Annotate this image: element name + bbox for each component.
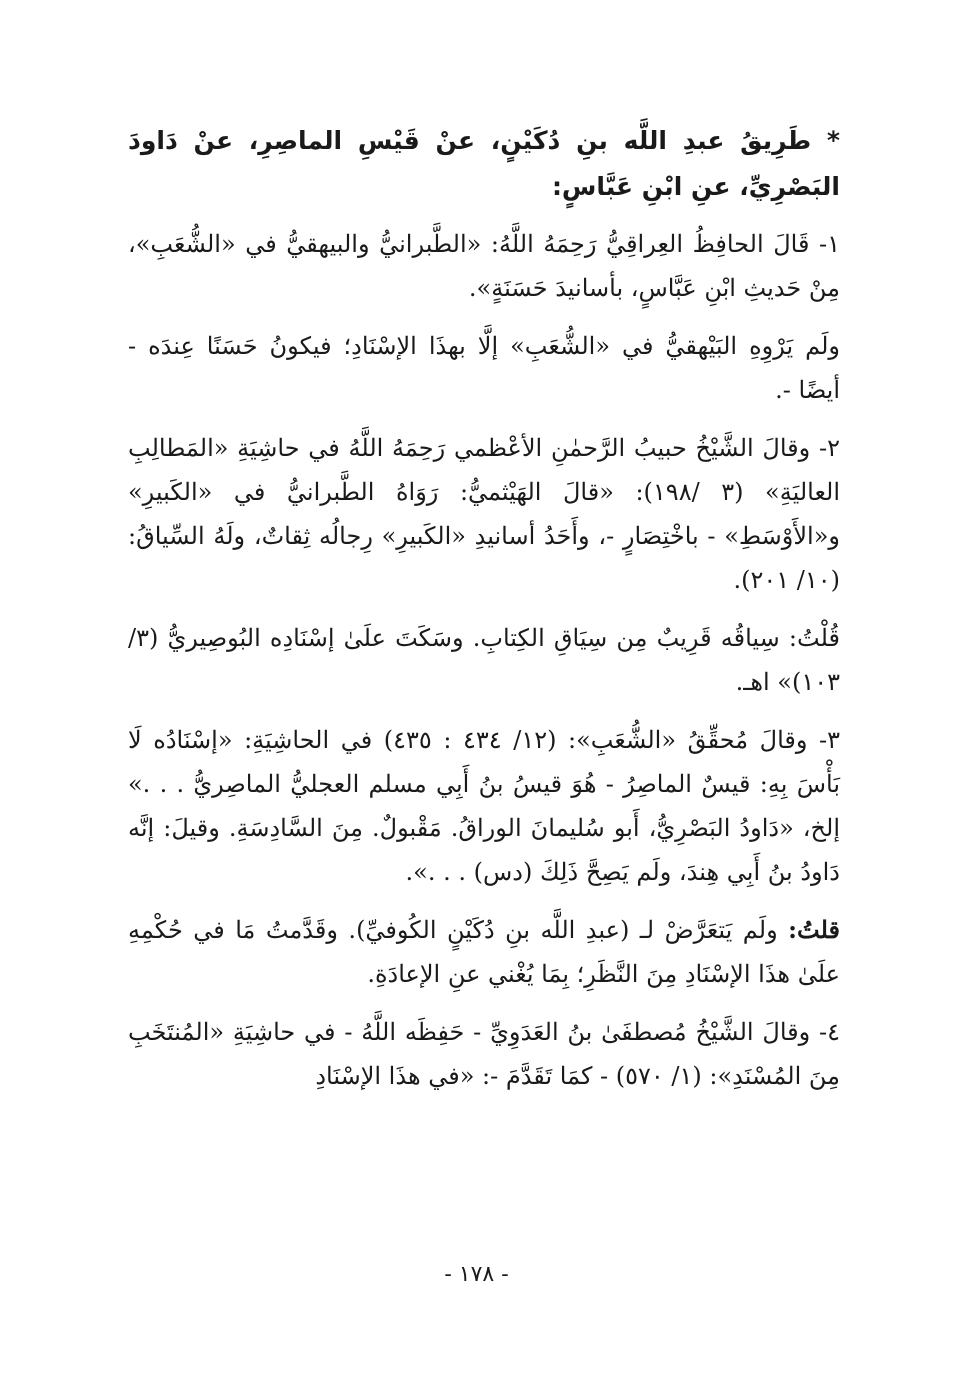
paragraph-text: قُلْتُ: سِياقُه قَرِيبٌ مِن سِيَاقِ الكِتابِ. وسَكَتَ علَىٰ إسْنَادِه البُوصِيريُّ (٣/ ١٠٣)» اهـ. [128, 624, 840, 696]
paragraph-1 [128, 222, 840, 310]
paragraph-3 [128, 426, 840, 602]
section-heading: * طَرِيقُ عبدِ اللَّه بنِ دُكَيْنٍ، عنْ قَيْسِ الماصِرِ، عنْ دَاودَ البَصْرِيِّ، عنِ ابْنِ عَبَّاسٍ: [128, 126, 840, 201]
paragraph-5 [128, 718, 840, 894]
paragraph-text: ١- قَالَ الحافِظُ العِراقِيُّ رَحِمَهُ اللَّهُ: «الطَّبرانيُّ والبيهقيُّ في «الشُّعَبِ»، مِنْ حَديثِ ابْنِ عَبَّاسٍ، بأسانيدَ حَسَنَةٍ». [128, 230, 840, 302]
paragraph-7 [128, 1010, 840, 1098]
paragraph-text: ٤- وقالَ الشَّيْخُ مُصطفَىٰ بنُ العَدَوِيِّ - حَفِظَه اللَّهُ - في حاشِيَةِ «المُنتَخَبِ مِنَ المُسْنَدِ»: (١/ ٥٧٠) - كمَا تَقَدَّمَ -: «في هذَا الإسْنَادِ [128, 1018, 840, 1090]
paragraph-6 [128, 908, 840, 996]
page-number: - ١٧٨ - [444, 1262, 509, 1287]
paragraph-text: ولَم يَرْوِهِ البَيْهقيُّ في «الشُّعَبِ» إلَّا بهذَا الإسْنَادِ؛ فيكونُ حَسَنًا عِندَه - أيضًا -. [128, 332, 840, 404]
paragraph-text: ٢- وقالَ الشَّيْخُ حبيبُ الرَّحمٰنِ الأعْظمي رَحِمَهُ اللَّهُ في حاشِيَةِ «المَطالِبِ العاليَةِ» (٣ /١٩٨): «قالَ الهَيْثميُّ: رَوَاهُ الطَّبرانيُّ في «الكَبيرِ» و«الأَوْسَطِ» - باخْتِصَارٍ -، وأَحَدُ أسانيدِ «الكَبيرِ» رِجالُه ثِقاتٌ، ولَهُ السِّياقُ: (١٠/ ٢٠١). [128, 434, 841, 594]
paragraph-2 [128, 324, 840, 412]
paragraph-text: ٣- وقالَ مُحقِّقُ «الشُّعَبِ»: (١٢/ ٤٣٤ : ٤٣٥) في الحاشِيَةِ: «إسْنَادُه لَا بَأْسَ بِهِ: قيسٌ الماصِرُ - هُوَ قيسُ بنُ أَبِي مسلم العجليُّ الماصِريُّ . . .» إلخ، «دَاودُ البَصْرِيُّ، أَبو سُليمانَ الوراقُ. مَقْبولٌ. مِنَ السَّادِسَةِ. وقيلَ: إنَّه دَاودُ بنُ أَبِي هِندَ، ولَم يَصِحَّ ذَلِكَ (دس) . . .». [128, 726, 841, 886]
paragraph-lead: قلتُ: [788, 915, 840, 944]
paragraph-text: ولَم يَتعَرَّضْ لـ (عبدِ اللَّه بنِ دُكَيْنٍ الكُوفيِّ). وقَدَّمتُ مَا في حُكْمِهِ علَىٰ هذَا الإسْنَادِ مِنَ النَّظَرِ؛ بِمَا يُغْني عنِ الإعادَةِ. [128, 916, 840, 988]
paragraph-4 [128, 616, 840, 704]
document-body [128, 118, 840, 1268]
